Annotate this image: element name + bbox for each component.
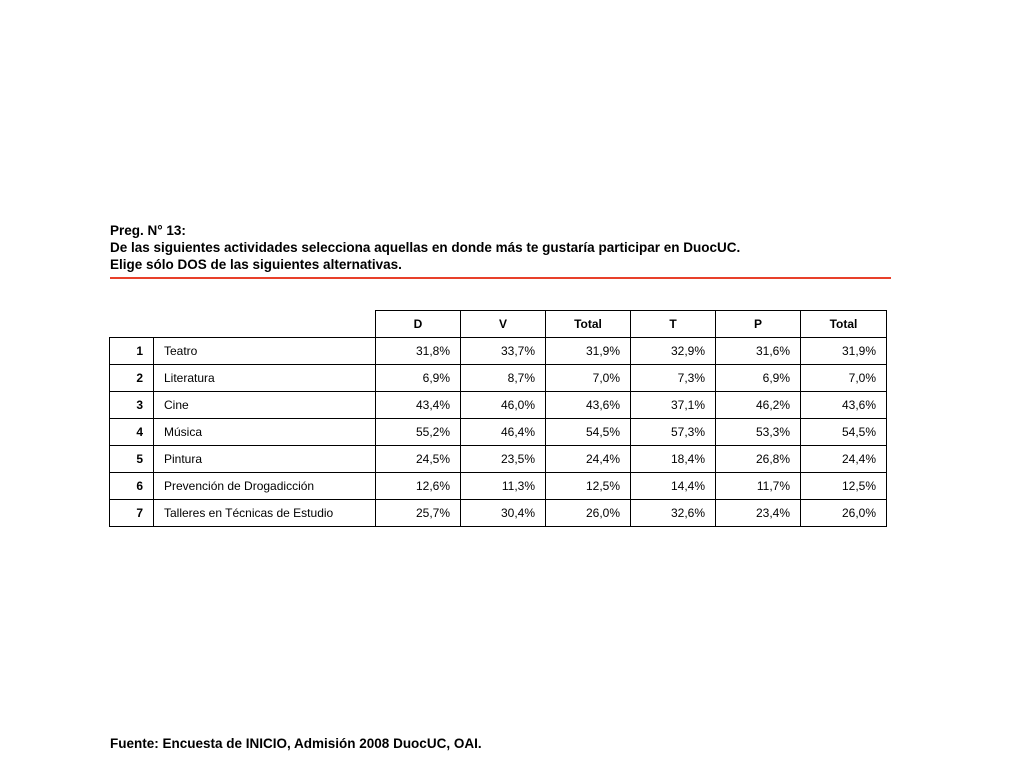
percentage-cell: 24,4%	[546, 446, 631, 473]
percentage-cell: 6,9%	[716, 365, 801, 392]
percentage-cell: 46,0%	[461, 392, 546, 419]
table-row	[110, 392, 887, 419]
percentage-cell: 26,0%	[801, 500, 887, 527]
question-number: Preg. N° 13:	[110, 223, 186, 238]
table-row	[110, 338, 887, 365]
percentage-cell: 7,0%	[546, 365, 631, 392]
row-number: 4	[110, 419, 154, 446]
percentage-cell: 12,5%	[801, 473, 887, 500]
percentage-cell: 32,6%	[631, 500, 716, 527]
percentage-cell: 32,9%	[631, 338, 716, 365]
table-row	[110, 473, 887, 500]
percentage-cell: 43,6%	[546, 392, 631, 419]
percentage-cell: 24,4%	[801, 446, 887, 473]
percentage-cell: 31,6%	[716, 338, 801, 365]
percentage-cell: 43,4%	[376, 392, 461, 419]
percentage-cell: 55,2%	[376, 419, 461, 446]
row-number: 3	[110, 392, 154, 419]
percentage-cell: 54,5%	[546, 419, 631, 446]
percentage-cell: 24,5%	[376, 446, 461, 473]
column-header: Total	[801, 311, 887, 338]
percentage-cell: 30,4%	[461, 500, 546, 527]
percentage-cell: 6,9%	[376, 365, 461, 392]
table-row	[110, 365, 887, 392]
row-number: 2	[110, 365, 154, 392]
column-header: T	[631, 311, 716, 338]
percentage-cell: 31,9%	[546, 338, 631, 365]
percentage-cell: 23,4%	[716, 500, 801, 527]
column-header: Total	[546, 311, 631, 338]
table-row	[110, 419, 887, 446]
percentage-cell: 12,6%	[376, 473, 461, 500]
column-header: P	[716, 311, 801, 338]
percentage-cell: 31,8%	[376, 338, 461, 365]
activity-name: Pintura	[154, 446, 376, 473]
source-note: Fuente: Encuesta de INICIO, Admisión 2008 DuocUC, OAI.	[110, 736, 482, 751]
question-text: De las siguientes actividades selecciona aquellas en donde más te gustaría participar en DuocUC.	[110, 240, 741, 255]
percentage-cell: 26,8%	[716, 446, 801, 473]
header-blank-cell	[110, 311, 376, 338]
column-header: V	[461, 311, 546, 338]
percentage-cell: 12,5%	[546, 473, 631, 500]
percentage-cell: 31,9%	[801, 338, 887, 365]
table-row	[110, 446, 887, 473]
percentage-cell: 46,2%	[716, 392, 801, 419]
activity-name: Teatro	[154, 338, 376, 365]
percentage-cell: 25,7%	[376, 500, 461, 527]
percentage-cell: 8,7%	[461, 365, 546, 392]
percentage-cell: 53,3%	[716, 419, 801, 446]
activity-name: Cine	[154, 392, 376, 419]
row-number: 7	[110, 500, 154, 527]
percentage-cell: 33,7%	[461, 338, 546, 365]
percentage-cell: 26,0%	[546, 500, 631, 527]
row-number: 5	[110, 446, 154, 473]
percentage-cell: 11,7%	[716, 473, 801, 500]
question-instruction: Elige sólo DOS de las siguientes alternativas.	[110, 257, 402, 272]
activity-name: Prevención de Drogadicción	[154, 473, 376, 500]
row-number: 1	[110, 338, 154, 365]
table-row	[110, 500, 887, 527]
percentage-cell: 54,5%	[801, 419, 887, 446]
percentage-cell: 7,3%	[631, 365, 716, 392]
percentage-cell: 57,3%	[631, 419, 716, 446]
question-header	[110, 222, 890, 273]
activity-name: Talleres en Técnicas de Estudio	[154, 500, 376, 527]
row-number: 6	[110, 473, 154, 500]
percentage-cell: 14,4%	[631, 473, 716, 500]
percentage-cell: 46,4%	[461, 419, 546, 446]
results-table	[109, 310, 887, 527]
activity-name: Literatura	[154, 365, 376, 392]
percentage-cell: 43,6%	[801, 392, 887, 419]
percentage-cell: 18,4%	[631, 446, 716, 473]
percentage-cell: 23,5%	[461, 446, 546, 473]
red-divider	[110, 277, 891, 279]
percentage-cell: 11,3%	[461, 473, 546, 500]
percentage-cell: 37,1%	[631, 392, 716, 419]
percentage-cell: 7,0%	[801, 365, 887, 392]
column-header: D	[376, 311, 461, 338]
table-header-row	[110, 311, 887, 338]
activity-name: Música	[154, 419, 376, 446]
